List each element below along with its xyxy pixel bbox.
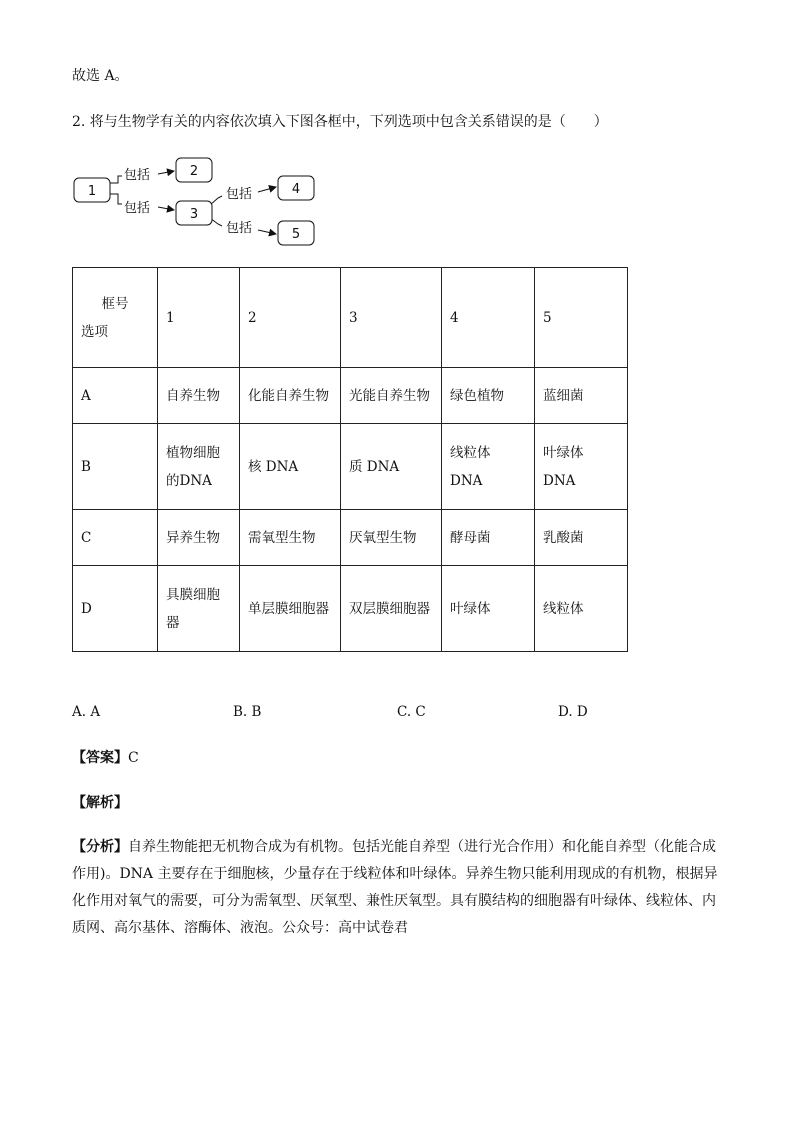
diagram-box-5 xyxy=(278,221,314,245)
analysis-tag: 【分析】 xyxy=(72,839,128,855)
arrow-3-5 xyxy=(258,230,276,234)
table-cell: 异养生物 xyxy=(158,510,240,566)
answer-value: C xyxy=(128,750,139,766)
table-cell: 光能自养生物 xyxy=(341,368,442,424)
arrow-label: 包括 xyxy=(226,187,253,202)
table-header-row xyxy=(73,268,628,368)
arrow-3-4 xyxy=(258,187,276,192)
diagram-box-4 xyxy=(278,176,314,200)
intro-line: 故选 A。 xyxy=(72,68,129,84)
table-cell: 线粒体 DNA xyxy=(442,424,535,510)
svg-text:3: 3 xyxy=(189,207,199,222)
row-label: A xyxy=(73,368,158,424)
svg-text:1: 1 xyxy=(87,184,97,199)
table-cell: 蓝细菌 xyxy=(535,368,628,424)
table-cell: 化能自养生物 xyxy=(240,368,341,424)
options-table xyxy=(72,267,628,652)
table-cell: 植物细胞的DNA xyxy=(158,424,240,510)
option-a[interactable]: A. A xyxy=(72,704,101,720)
connector-1-2-stem xyxy=(110,176,122,183)
analysis-text: 自养生物能把无机物合成为有机物。包括光能自养型（进行光合作用）和化能自养型（化能合成作用)。DNA 主要存在于细胞核，少量存在于线粒体和叶绿体。异养生物只能利用现成的有机物，根据异化作用对氧气的需要，可分为需氧型、厌氧型、兼性厌氧型。具有膜结构的细胞器有叶绿体、线粒体、内质网、高尔基体、溶酶体、液泡。公众号：高中试卷君 xyxy=(72,839,718,936)
analysis-heading: 【解析】 xyxy=(72,795,128,811)
diagram-box-3 xyxy=(176,201,212,225)
svg-text:4: 4 xyxy=(291,182,301,197)
table-cell: 单层膜细胞器 xyxy=(240,566,341,652)
option-d[interactable]: D. D xyxy=(558,704,588,720)
diagram-box-1 xyxy=(74,178,110,202)
table-row xyxy=(73,424,628,510)
table-header-cell: 5 xyxy=(535,268,628,368)
connector-1-3-stem xyxy=(110,194,122,204)
table-cell: 叶绿体 DNA xyxy=(535,424,628,510)
corner-bottom-label: 选项 xyxy=(81,323,108,340)
table-header-cell: 4 xyxy=(442,268,535,368)
arrow-1-3 xyxy=(158,207,174,210)
row-label: C xyxy=(73,510,158,566)
option-c[interactable]: C. C xyxy=(397,704,426,720)
table-cell: 核 DNA xyxy=(240,424,341,510)
table-header-cell: 3 xyxy=(341,268,442,368)
table-corner-cell xyxy=(73,268,158,368)
arrow-label: 包括 xyxy=(226,221,253,236)
table-cell: 线粒体 xyxy=(535,566,628,652)
table-row xyxy=(73,368,628,424)
table-header-cell: 1 xyxy=(158,268,240,368)
inclusion-diagram xyxy=(60,150,340,250)
table-cell: 乳酸菌 xyxy=(535,510,628,566)
table-cell: 需氧型生物 xyxy=(240,510,341,566)
table-row xyxy=(73,510,628,566)
table-cell: 叶绿体 xyxy=(442,566,535,652)
svg-text:2: 2 xyxy=(189,164,199,179)
svg-text:5: 5 xyxy=(291,227,301,242)
table-cell: 绿色植物 xyxy=(442,368,535,424)
row-label: D xyxy=(73,566,158,652)
row-label: B xyxy=(73,424,158,510)
table-header-cell: 2 xyxy=(240,268,341,368)
table-cell: 酵母菌 xyxy=(442,510,535,566)
option-b[interactable]: B. B xyxy=(233,704,262,720)
table-cell: 双层膜细胞器 xyxy=(341,566,442,652)
table-row xyxy=(73,566,628,652)
answer-tag: 【答案】 xyxy=(72,750,128,766)
answer-options xyxy=(72,704,732,724)
table-cell: 质 DNA xyxy=(341,424,442,510)
table-cell: 厌氧型生物 xyxy=(341,510,442,566)
analysis-paragraph xyxy=(72,834,724,942)
table-cell: 具膜细胞器 xyxy=(158,566,240,652)
arrow-label: 包括 xyxy=(124,168,151,183)
table-cell: 自养生物 xyxy=(158,368,240,424)
question-text: 2. 将与生物学有关的内容依次填入下图各框中，下列选项中包含关系错误的是（ ） xyxy=(72,114,608,130)
answer-line xyxy=(72,748,139,768)
arrow-label: 包括 xyxy=(124,201,151,216)
corner-top-label: 框号 xyxy=(101,295,129,312)
arrow-1-2 xyxy=(158,171,174,174)
diagram-box-2 xyxy=(176,158,212,182)
